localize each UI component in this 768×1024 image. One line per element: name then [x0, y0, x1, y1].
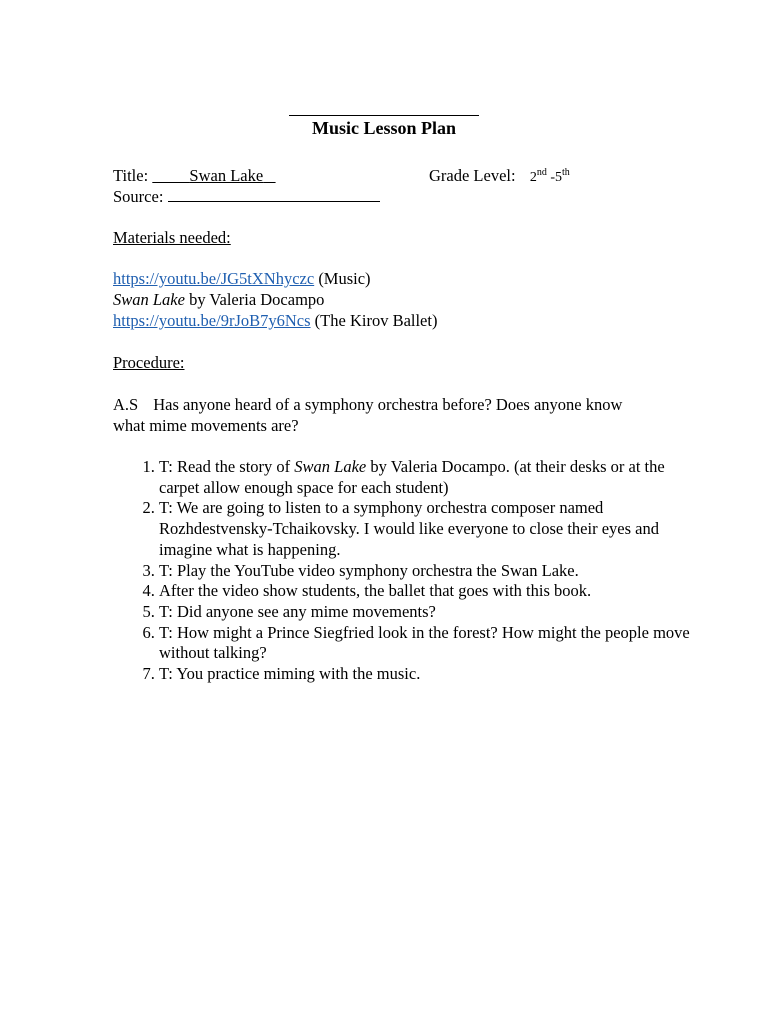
material-item-ballet: https://youtu.be/9rJoB7y6Ncs (The Kirov Ballet) — [113, 311, 438, 330]
title-label: Title: — [113, 166, 149, 185]
materials-heading: Materials needed: — [113, 228, 231, 247]
source-field — [113, 187, 380, 207]
list-item: 3. T: Play the YouTube video symphony orchestra the Swan Lake. — [159, 561, 699, 582]
ballet-video-link[interactable]: https://youtu.be/9rJoB7y6Ncs — [113, 311, 311, 330]
procedure-steps — [113, 457, 699, 685]
procedure-heading: Procedure: — [113, 353, 185, 372]
book-title: Swan Lake — [113, 290, 185, 309]
music-video-link[interactable]: https://youtu.be/JG5tXNhyczc — [113, 269, 315, 288]
header-underline-blank — [289, 115, 479, 116]
list-item: 2. T: We are going to listen to a symphony orchestra composer named Rozhdestvensky-Tchaikovsky. I would like everyone to close their eyes and imagine what is happening. — [159, 498, 699, 560]
list-item: 4. After the video show students, the ballet that goes with this book. — [159, 581, 699, 602]
grade-label: Grade Level: — [429, 166, 516, 185]
grade-value: 2nd -5th — [529, 167, 570, 185]
list-item: 7. T: You practice miming with the music. — [159, 664, 699, 685]
source-blank — [168, 187, 380, 202]
anticipatory-set — [113, 395, 633, 436]
as-label: A.S — [113, 395, 139, 414]
source-label: Source: — [113, 187, 164, 206]
page-title: Music Lesson Plan — [311, 118, 457, 138]
as-text: Has anyone heard of a symphony orchestra before? Does anyone know what mime movements are? — [113, 395, 623, 435]
grade-level-field — [429, 166, 570, 186]
title-value: Swan Lake — [189, 166, 264, 185]
list-item: 5. T: Did anyone see any mime movements? — [159, 602, 699, 623]
title-field — [113, 166, 276, 186]
list-item: 6. T: How might a Prince Siegfried look in the forest? How might the people move without talking? — [159, 623, 699, 664]
list-item: 1. T: Read the story of Swan Lake by Valeria Docampo. (at their desks or at the carpet allow enough space for each student) — [159, 457, 699, 498]
material-item-music: https://youtu.be/JG5tXNhyczc (Music) — [113, 269, 371, 288]
material-item-book: Swan Lake by Valeria Docampo — [113, 290, 325, 309]
